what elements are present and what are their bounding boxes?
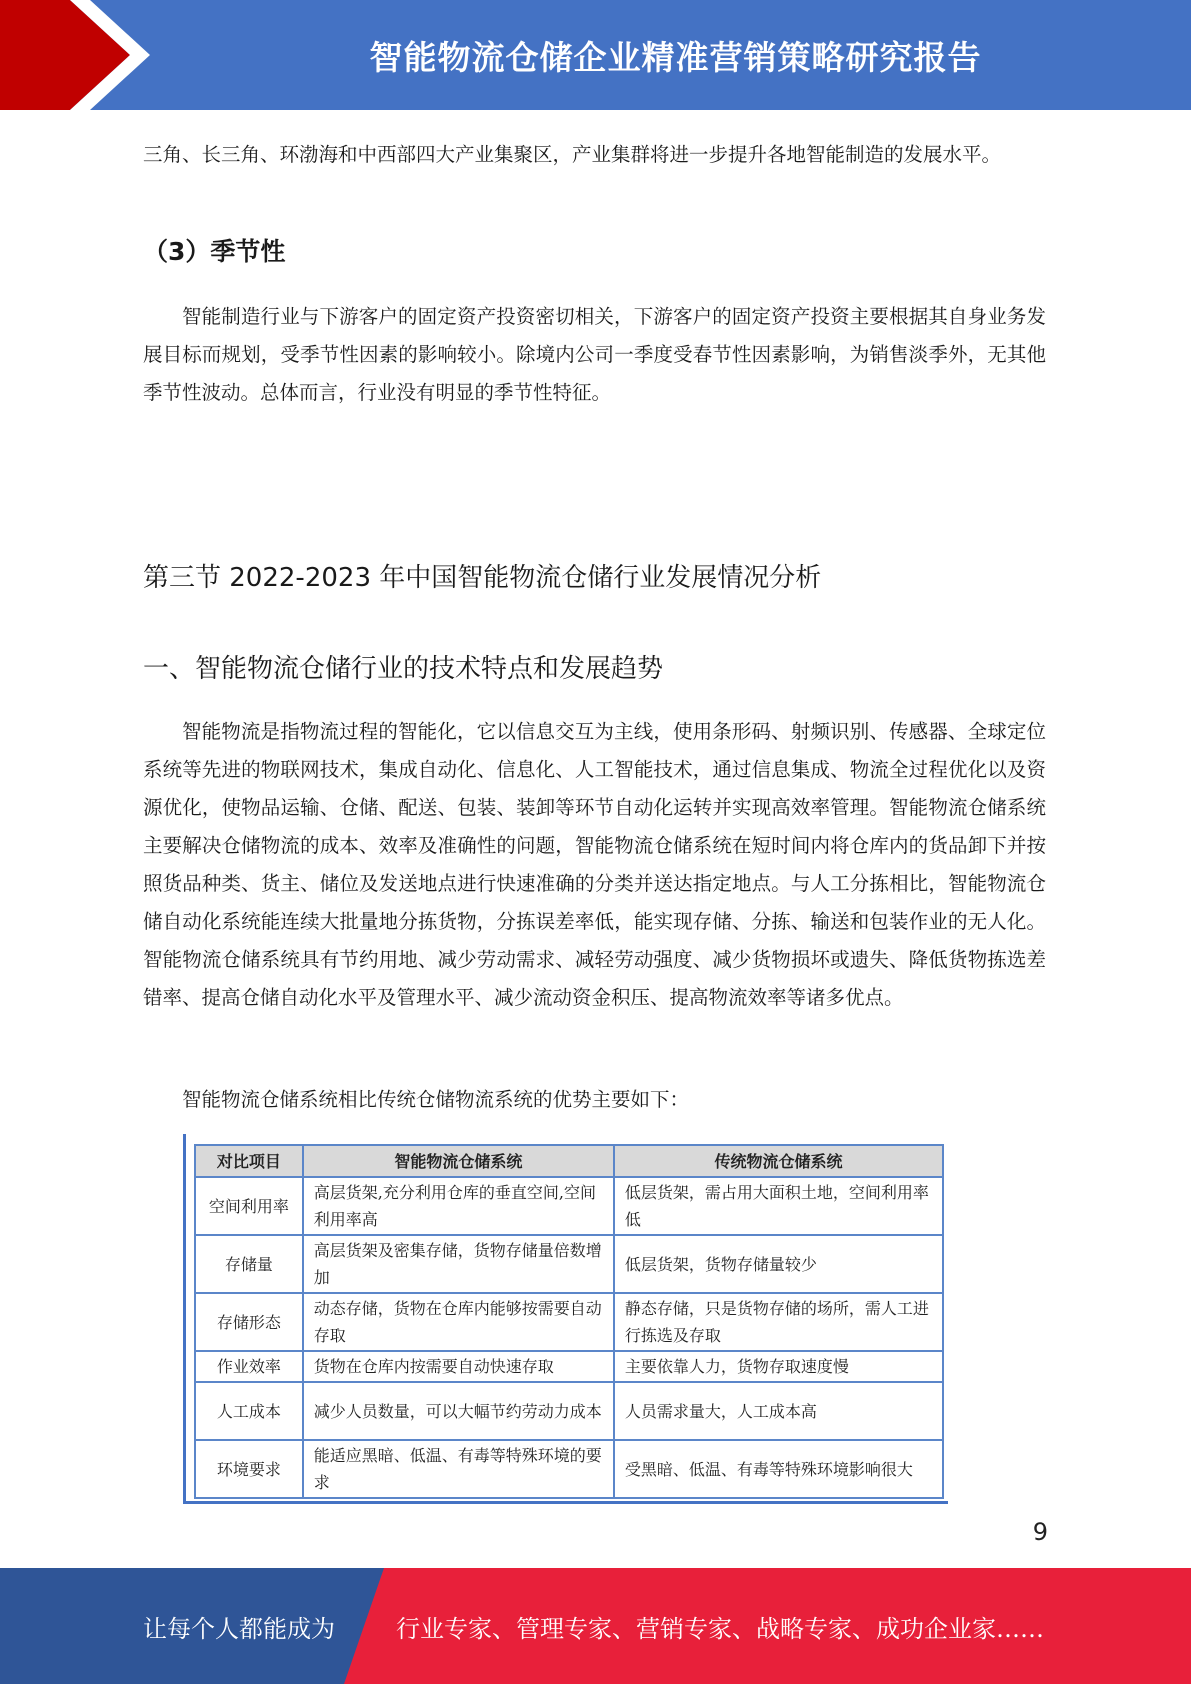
footer-slogan-right: 行业专家、管理专家、营销专家、战略专家、成功企业家……	[396, 1614, 1044, 1643]
paragraph-advantages-intro: 智能物流仓储系统相比传统仓储物流系统的优势主要如下：	[182, 1088, 690, 1111]
cell-item: 存储形态	[195, 1293, 303, 1351]
table-header-row	[195, 1145, 943, 1177]
cell-item: 空间利用率	[195, 1177, 303, 1235]
cell-traditional: 人员需求量大，人工成本高	[614, 1382, 943, 1440]
comparison-table	[194, 1144, 944, 1499]
cell-smart: 减少人员数量，可以大幅节约劳动力成本	[303, 1382, 614, 1440]
cell-item: 存储量	[195, 1235, 303, 1293]
header-arrow-icon	[0, 0, 160, 110]
cell-item: 人工成本	[195, 1382, 303, 1440]
cell-item: 环境要求	[195, 1440, 303, 1498]
table-row	[195, 1177, 943, 1235]
cell-smart: 货物在仓库内按需要自动快速存取	[303, 1351, 614, 1382]
cell-traditional: 低层货架，需占用大面积土地，空间利用率低	[614, 1177, 943, 1235]
paragraph-seasonality: 智能制造行业与下游客户的固定资产投资密切相关，下游客户的固定资产投资主要根据其自身业务发展目标而规划，受季节性因素的影响较小。除境内公司一季度受春节性因素影响，为销售淡季外，无其他季节性波动。总体而言，行业没有明显的季节性特征。	[143, 305, 1046, 404]
table-row	[195, 1382, 943, 1440]
cell-item: 作业效率	[195, 1351, 303, 1382]
table-row	[195, 1351, 943, 1382]
page-footer	[0, 1568, 1191, 1684]
page-header	[0, 0, 1191, 110]
table-row	[195, 1235, 943, 1293]
cell-traditional: 静态存储，只是货物存储的场所，需人工进行拣选及存取	[614, 1293, 943, 1351]
report-title: 智能物流仓储企业精准营销策略研究报告	[369, 37, 982, 77]
cell-traditional: 低层货架，货物存储量较少	[614, 1235, 943, 1293]
header-smart: 智能物流仓储系统	[303, 1145, 614, 1177]
subheading-seasonality: （3）季节性	[143, 237, 286, 266]
cell-smart: 动态存储，货物在仓库内能够按需要自动存取	[303, 1293, 614, 1351]
page-number: 9	[1032, 1518, 1048, 1546]
comparison-table-frame	[183, 1134, 948, 1504]
section-title: 第三节 2022-2023 年中国智能物流仓储行业发展情况分析	[143, 563, 822, 593]
table-row	[195, 1293, 943, 1351]
table-row	[195, 1440, 943, 1498]
header-item: 对比项目	[195, 1145, 303, 1177]
cell-smart: 高层货架,充分利用仓库的垂直空间,空间利用率高	[303, 1177, 614, 1235]
cell-traditional: 主要依靠人力，货物存取速度慢	[614, 1351, 943, 1382]
paragraph-smart-logistics: 智能物流是指物流过程的智能化，它以信息交互为主线，使用条形码、射频识别、传感器、全球定位系统等先进的物联网技术，集成自动化、信息化、人工智能技术，通过信息集成、物流全过程优化以及资源优化，使物品运输、仓储、配送、包装、装卸等环节自动化运转并实现高效率管理。智能物流仓储系统主要解决仓储物流的成本、效率及准确性的问题，智能物流仓储系统在短时间内将仓库内的货品卸下并按照货品种类、货主、储位及发送地点进行快速准确的分类并送达指定地点。与人工分拣相比，智能物流仓储自动化系统能连续大批量地分拣货物，分拣误差率低，能实现存储、分拣、输送和包装作业的无人化。智能物流仓储系统具有节约用地、减少劳动需求、减轻劳动强度、减少货物损坏或遗失、降低货物拣选差错率、提高仓储自动化水平及管理水平、减少流动资金积压、提高物流效率等诸多优点。	[143, 720, 1046, 1009]
paragraph-industry-clusters: 三角、长三角、环渤海和中西部四大产业集聚区，产业集群将进一步提升各地智能制造的发展水平。	[143, 143, 1002, 166]
cell-smart: 能适应黑暗、低温、有毒等特殊环境的要求	[303, 1440, 614, 1498]
header-traditional: 传统物流仓储系统	[614, 1145, 943, 1177]
heading-tech-features: 一、智能物流仓储行业的技术特点和发展趋势	[143, 654, 664, 684]
footer-slogan-left: 让每个人都能成为	[143, 1614, 335, 1643]
cell-smart: 高层货架及密集存储，货物存储量倍数增加	[303, 1235, 614, 1293]
cell-traditional: 受黑暗、低温、有毒等特殊环境影响很大	[614, 1440, 943, 1498]
